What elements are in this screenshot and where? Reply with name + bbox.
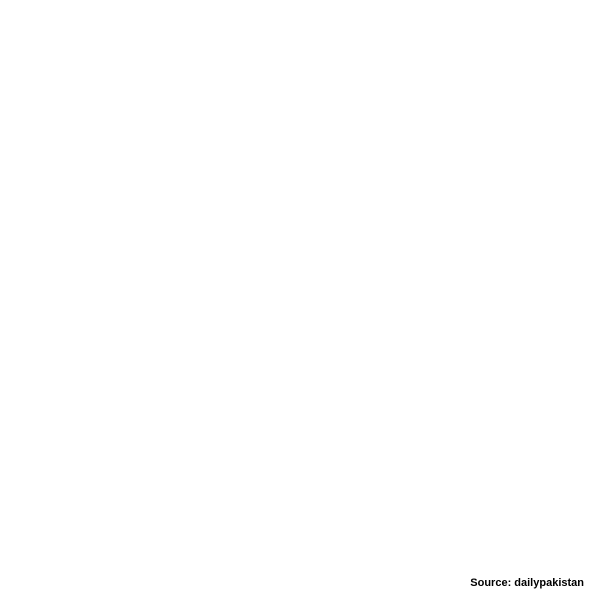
paragraph-3-line-7 <box>16 351 584 380</box>
paragraph-3-line-5 <box>16 293 584 322</box>
paragraph-3-line-10 <box>16 438 584 467</box>
paragraph-2 <box>16 80 584 167</box>
paragraph-1-line-2 <box>16 41 584 70</box>
paragraph-3-line-1 <box>16 177 584 206</box>
paragraph-1-line-1 <box>16 12 584 41</box>
paragraph-3-line-4 <box>16 264 584 293</box>
paragraph-3-line-9 <box>16 409 584 438</box>
paragraph-3-line-3 <box>16 235 584 264</box>
paragraph-3-line-6 <box>16 322 584 351</box>
paragraph-2-line-1 <box>16 80 584 109</box>
paragraph-3-line-11 <box>16 467 584 496</box>
article-body <box>16 12 584 572</box>
paragraph-3-line-8 <box>16 380 584 409</box>
paragraph-1 <box>16 12 584 70</box>
paragraph-2-line-2 <box>16 109 584 138</box>
paragraph-3 <box>16 177 584 525</box>
paragraph-3-line-12 <box>16 496 584 525</box>
paragraph-2-line-3 <box>16 138 584 167</box>
source-label: Source: dailypakistan <box>470 577 584 589</box>
paragraph-3-line-2 <box>16 206 584 235</box>
